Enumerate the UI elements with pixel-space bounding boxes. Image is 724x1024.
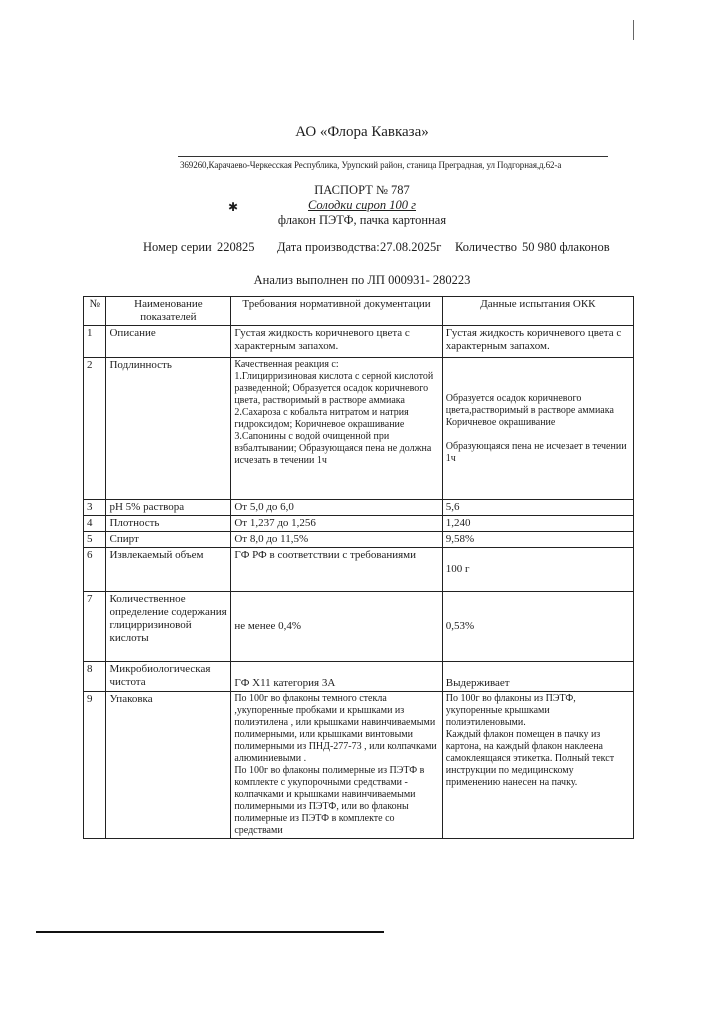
header-name: Наименование показателей [106, 297, 231, 326]
table-row [84, 662, 634, 692]
row-num: 2 [84, 358, 106, 500]
page-edge-mark [633, 20, 634, 40]
row-result: 9,58% [442, 532, 633, 548]
row-result: Выдерживает [442, 662, 633, 692]
company-name: АО «Флора Кавказа» [295, 124, 429, 140]
row-name: Извлекаемый объем [106, 548, 231, 592]
table-header-row [84, 297, 634, 326]
row-name: Подлинность [106, 358, 231, 500]
row-requirement: Густая жидкость коричневого цвета с характерным запахом. [231, 326, 442, 358]
passport-title: ПАСПОРТ № 787 [314, 183, 410, 197]
quantity-label: Количество [455, 240, 517, 254]
row-num: 5 [84, 532, 106, 548]
header-results: Данные испытания ОКК [442, 297, 633, 326]
footer-divider [36, 931, 384, 933]
production-date-label: Дата производства: [277, 240, 380, 254]
row-requirement: ГФ РФ в соответствии с требованиями [231, 548, 442, 592]
row-num: 9 [84, 692, 106, 839]
row-requirement: Качественная реакция с: 1.Глицирризиновая кислота с серной кислотой разведенной; Образуется осадок коричневого цвета, растворимый в растворе аммиака 2.Сахароза с кобальта нитратом и натрия гидроксидом; Коричневое окрашивание 3.Сапонины с водой очищенной при взбалтывании; Образующаяся пена не должна исчезать в течении 1ч [231, 358, 442, 500]
table-row [84, 592, 634, 662]
row-requirement: не менее 0,4% [231, 592, 442, 662]
header-requirements: Требования нормативной документации [231, 297, 442, 326]
company-address: 369260,Карачаево-Черкесская Республика, Урупский район, станица Преградная, ул Подгорная,д.62-а [180, 160, 562, 170]
product-name [0, 198, 724, 213]
row-result: Густая жидкость коричневого цвета с характерным запахом. [442, 326, 633, 358]
row-num: 8 [84, 662, 106, 692]
row-name: Количественное определение содержания глицирризиновой кислоты [106, 592, 231, 662]
address-divider [178, 156, 608, 157]
row-num: 6 [84, 548, 106, 592]
product-name-text: Солодки сироп 100 г [307, 198, 417, 212]
row-result: 5,6 [442, 500, 633, 516]
table-row [84, 548, 634, 592]
quantity-value: 50 980 флаконов [522, 240, 610, 254]
table-row [84, 500, 634, 516]
row-result: 0,53% [442, 592, 633, 662]
bullet-mark: ✱ [228, 200, 239, 214]
header-num: № [84, 297, 106, 326]
row-requirement: По 100г во флаконы темного стекла ,укупоренные пробками и крышками из полиэтилена , или крышками навинчиваемыми полимерными, или крышками винтовыми полимерными из ПНД-277-73 , или колпачками алюминиевыми . По 100г во флаконы полимерные из ПЭТФ в комплекте с укупорочными средствами - колпачками и крышками навинчиваемыми полимерными из ПЭТФ, или во флаконы полимерные из ПЭТФ в комплекте со средствами [231, 692, 442, 839]
series-label: Номер серии [143, 240, 212, 254]
row-name: Плотность [106, 516, 231, 532]
table-row [84, 326, 634, 358]
row-num: 4 [84, 516, 106, 532]
row-name: Упаковка [106, 692, 231, 839]
specification-table [83, 296, 634, 839]
row-name: Микробиологическая чистота [106, 662, 231, 692]
row-requirement: От 5,0 до 6,0 [231, 500, 442, 516]
table-row [84, 532, 634, 548]
row-result: По 100г во флаконы из ПЭТФ, укупоренные крышками полиэтиленовыми. Каждый флакон помещен в пачку из картона, на каждый флакон наклеена самоклеящаяся этикетка. Полный текст инструкции по медицинскому применению нанесен на пачку. [442, 692, 633, 839]
row-num: 3 [84, 500, 106, 516]
analysis-reference: Анализ выполнен по ЛП 000931- 280223 [253, 273, 471, 287]
series-value: 220825 [217, 240, 255, 254]
row-requirement: От 1,237 до 1,256 [231, 516, 442, 532]
row-num: 1 [84, 326, 106, 358]
packaging-description: флакон ПЭТФ, пачка картонная [277, 213, 447, 227]
row-num: 7 [84, 592, 106, 662]
row-result: 100 г [442, 548, 633, 592]
row-result: 1,240 [442, 516, 633, 532]
table-row [84, 692, 634, 839]
table-row [84, 358, 634, 500]
table-row [84, 516, 634, 532]
row-requirement: От 8,0 до 11,5% [231, 532, 442, 548]
row-requirement: ГФ Х11 категория 3А [231, 662, 442, 692]
row-name: Описание [106, 326, 231, 358]
row-result: Образуется осадок коричневого цвета,растворимый в растворе аммиака Коричневое окрашивание Образующаяся пена не исчезает в течении 1ч [442, 358, 633, 500]
row-name: pH 5% раствора [106, 500, 231, 516]
production-date-value: 27.08.2025г [380, 240, 442, 254]
row-name: Спирт [106, 532, 231, 548]
